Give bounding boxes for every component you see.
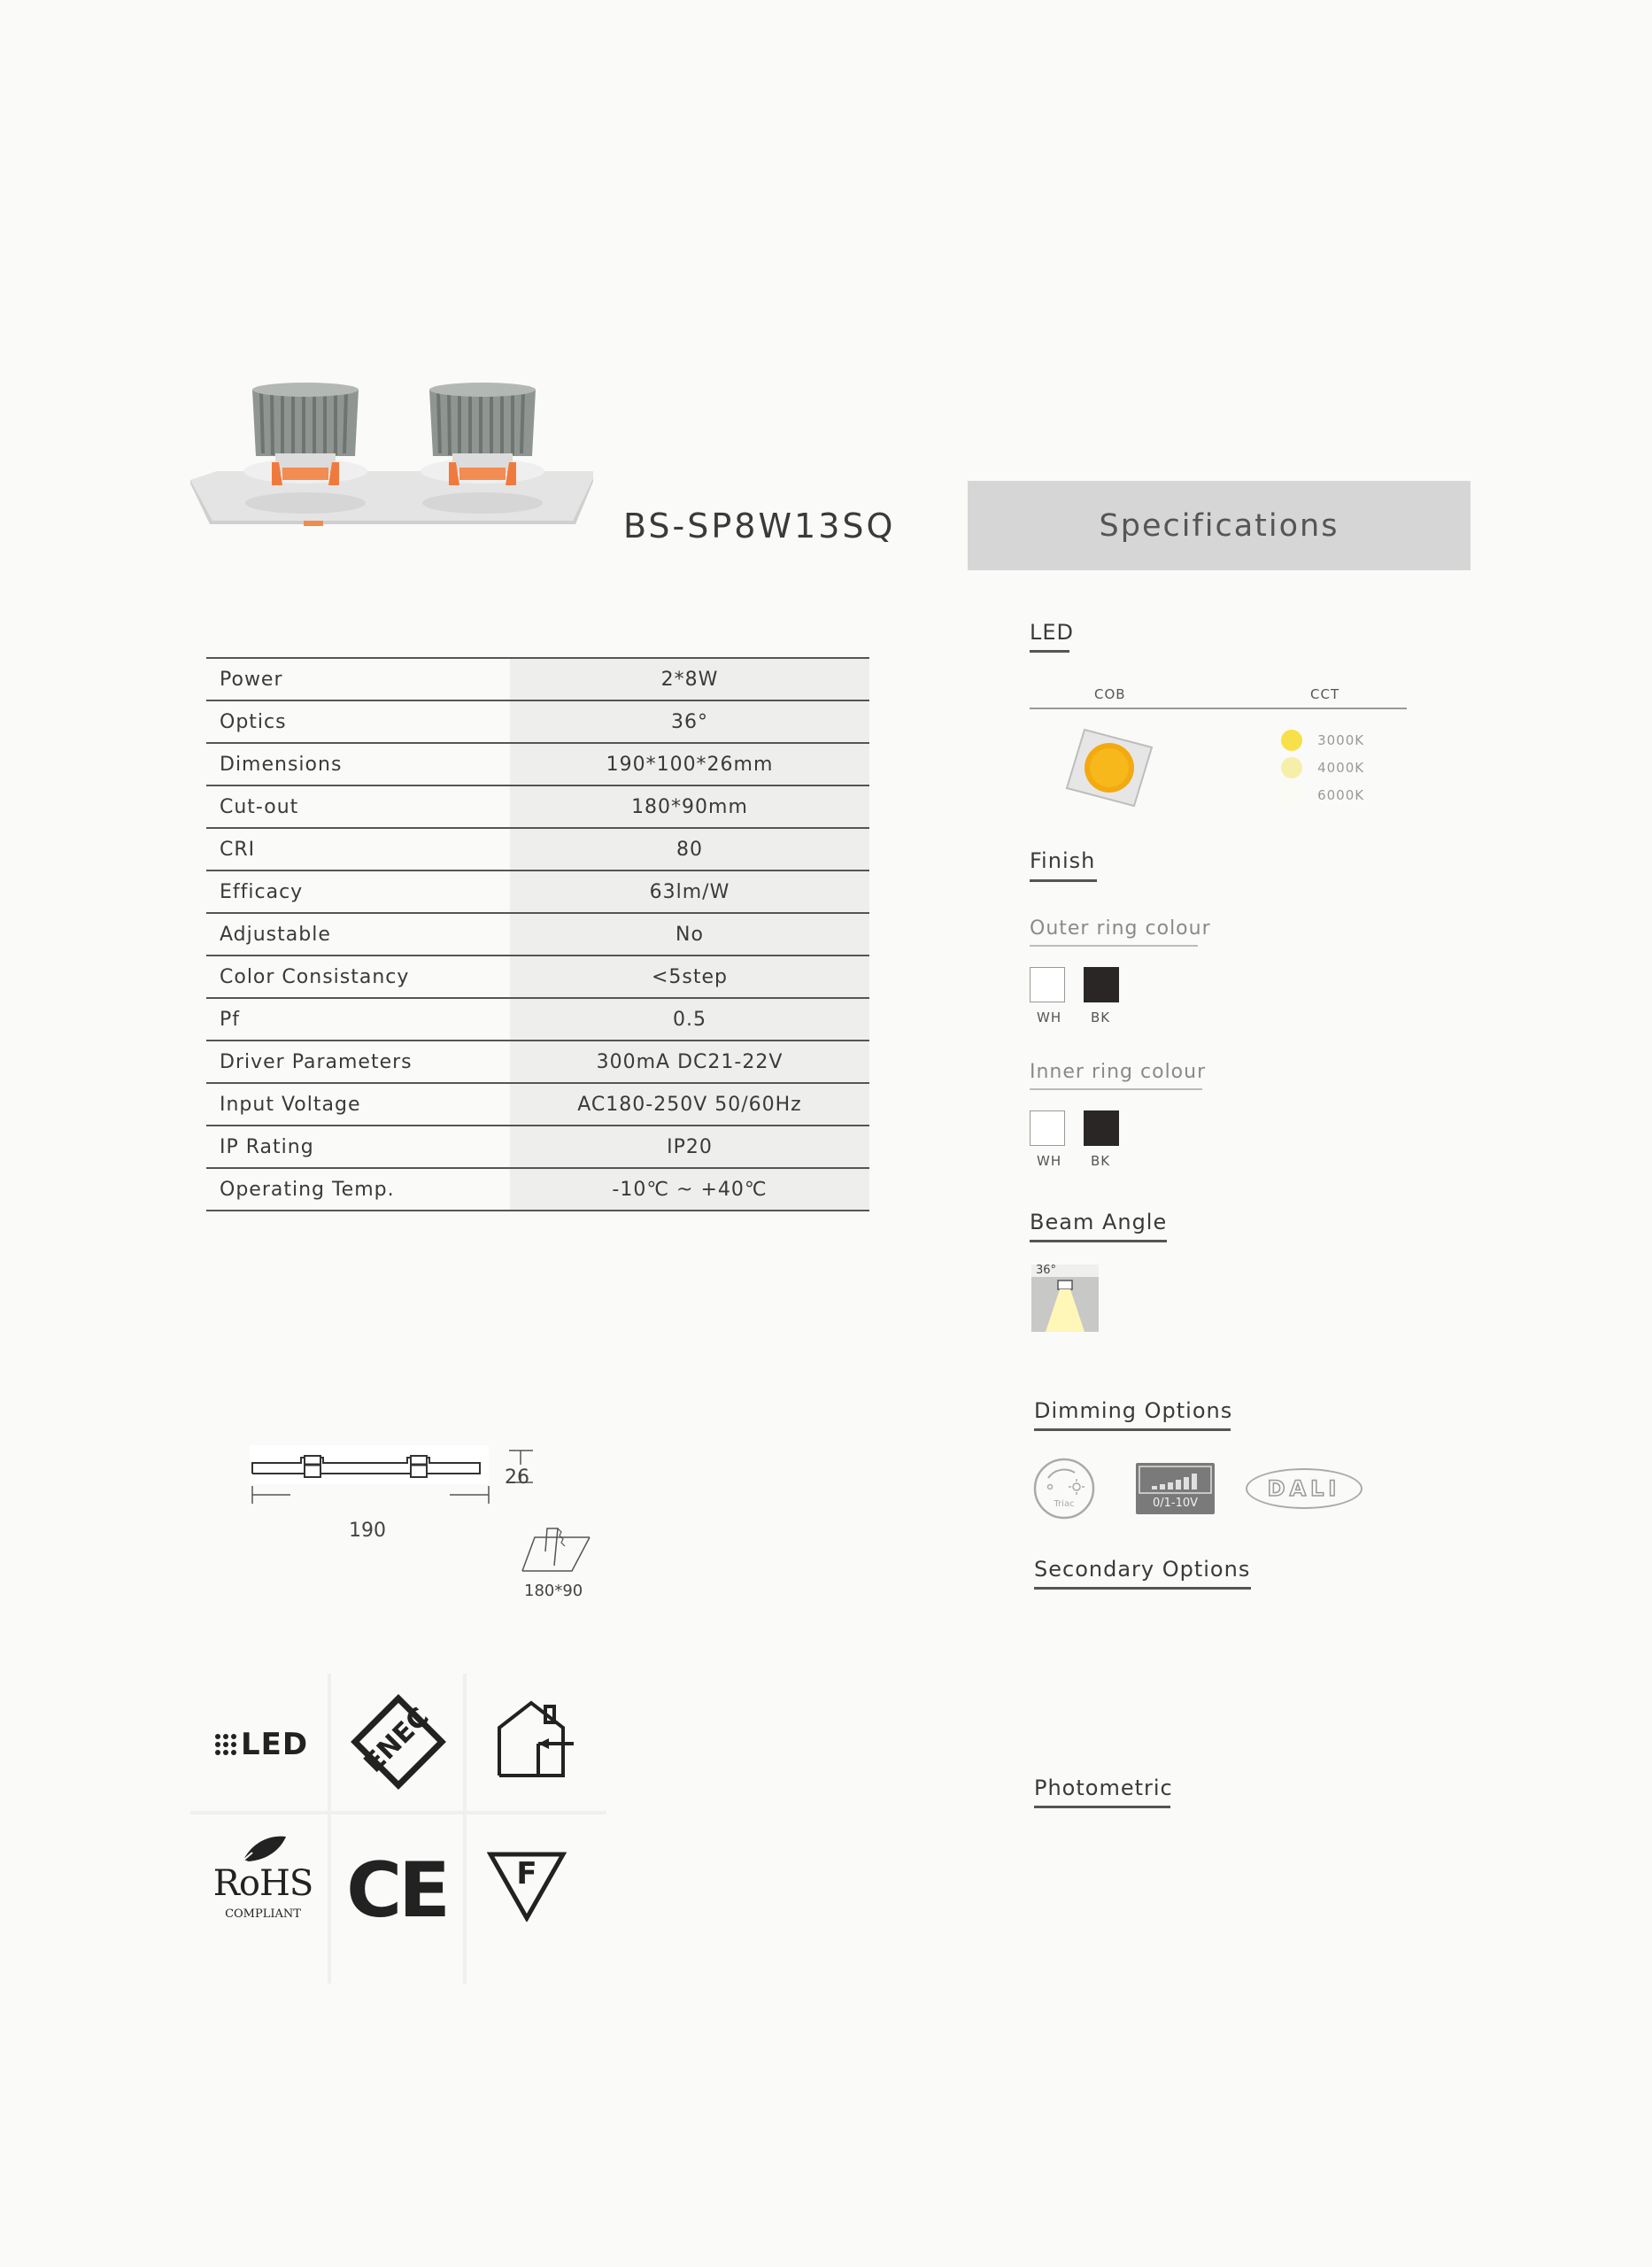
spec-row (206, 743, 869, 785)
spec-row (206, 913, 869, 956)
dimming-heading: Dimming Options (1034, 1398, 1233, 1423)
outer-ring-black-swatch[interactable] (1084, 967, 1119, 1002)
outer-wh-label: WH (1037, 1010, 1062, 1025)
enec-cert-icon (350, 1693, 447, 1791)
spec-value: No (510, 913, 869, 956)
finish-heading-underline (1030, 879, 1097, 882)
beam-angle-heading: Beam Angle (1030, 1210, 1168, 1234)
cct-6000k-swatch (1281, 785, 1302, 806)
cob-label: COB (1094, 686, 1126, 702)
spec-label: Adjustable (206, 913, 510, 956)
spec-value: -10℃ ~ +40℃ (510, 1168, 869, 1211)
cct-4000k-label: 4000K (1317, 760, 1365, 776)
led-cert-text: LED (240, 1727, 309, 1762)
spec-label: Optics (206, 700, 510, 743)
spec-label: Pf (206, 998, 510, 1041)
width-dimension-label: 190 (349, 1520, 386, 1542)
cct-option-4000k (1281, 757, 1364, 778)
spec-table (206, 657, 869, 1211)
cct-option-6000k (1281, 785, 1364, 806)
spec-row (206, 870, 869, 913)
beam-angle-underline (1030, 1240, 1167, 1242)
beam-angle-label: 36° (1036, 1264, 1057, 1277)
spec-label: Input Voltage (206, 1083, 510, 1126)
spec-value: 2*8W (510, 658, 869, 700)
spec-label: Efficacy (206, 870, 510, 913)
cct-4000k-swatch (1281, 757, 1302, 778)
cutout-icon (519, 1525, 593, 1576)
spec-row (206, 998, 869, 1041)
triac-dimming-icon (1032, 1457, 1096, 1520)
svg-text:ENEC: ENEC (358, 1701, 436, 1779)
spec-row (206, 1083, 869, 1126)
f-mark-text: F (516, 1856, 537, 1892)
inner-ring-black-swatch[interactable] (1084, 1110, 1119, 1146)
rohs-text: RoHS (212, 1863, 313, 1904)
cct-3000k-swatch (1281, 730, 1302, 751)
spec-value: AC180-250V 50/60Hz (510, 1083, 869, 1126)
ce-text: CE (346, 1846, 447, 1935)
spec-label: Dimensions (206, 743, 510, 785)
dali-label: DALI (1267, 1476, 1341, 1501)
spec-value: 63lm/W (510, 870, 869, 913)
spec-label: Color Consistancy (206, 956, 510, 998)
spec-label: Cut-out (206, 785, 510, 828)
photometric-heading: Photometric (1034, 1776, 1173, 1800)
model-title: BS-SP8W13SQ (623, 507, 896, 545)
cob-chip-icon (1065, 726, 1154, 808)
rohs-cert-icon (210, 1833, 316, 1939)
spec-value: <5step (510, 956, 869, 998)
cct-option-3000k (1281, 730, 1364, 751)
spec-label: Operating Temp. (206, 1168, 510, 1211)
dimension-drawing (248, 1443, 540, 1567)
outer-bk-label: BK (1091, 1010, 1111, 1025)
specifications-banner (968, 481, 1471, 570)
inner-ring-underline (1030, 1088, 1202, 1090)
spec-label: CRI (206, 828, 510, 870)
outer-ring-heading: Outer ring colour (1030, 917, 1211, 940)
finish-heading: Finish (1030, 848, 1096, 873)
spec-value: 190*100*26mm (510, 743, 869, 785)
spec-value: 80 (510, 828, 869, 870)
inner-ring-heading: Inner ring colour (1030, 1061, 1207, 1083)
led-heading: LED (1030, 620, 1075, 645)
dali-dimming-icon (1246, 1468, 1363, 1509)
rohs-compliant-text: COMPLIANT (225, 1907, 301, 1921)
led-cert-icon (199, 1687, 323, 1802)
led-table-divider (1030, 708, 1407, 709)
secondary-options-underline (1034, 1587, 1251, 1590)
spec-row (206, 785, 869, 828)
secondary-options-heading: Secondary Options (1034, 1557, 1251, 1582)
cct-6000k-label: 6000K (1317, 787, 1365, 803)
f-mark-cert-icon (487, 1851, 567, 1922)
cct-label: CCT (1310, 686, 1340, 702)
spec-label: Power (206, 658, 510, 700)
spec-value: IP20 (510, 1126, 869, 1168)
spec-row (206, 658, 869, 700)
triac-label: Triac (1054, 1499, 1075, 1509)
spec-row (206, 1041, 869, 1083)
product-image (190, 372, 598, 531)
spec-row (206, 1168, 869, 1211)
spec-row (206, 828, 869, 870)
spec-value: 36° (510, 700, 869, 743)
spec-value: 180*90mm (510, 785, 869, 828)
analog-dimming-icon (1136, 1463, 1215, 1514)
photometric-underline (1034, 1806, 1170, 1808)
spec-label: IP Rating (206, 1126, 510, 1168)
inner-ring-white-swatch[interactable] (1030, 1110, 1065, 1146)
height-dimension-label: 26 (505, 1466, 529, 1489)
spec-label: Driver Parameters (206, 1041, 510, 1083)
outer-ring-underline (1030, 945, 1198, 947)
led-heading-underline (1030, 650, 1069, 653)
spec-row (206, 1126, 869, 1168)
analog-dimming-label: 0/1-10V (1152, 1497, 1199, 1510)
cct-3000k-label: 3000K (1317, 732, 1365, 748)
spec-row (206, 700, 869, 743)
spec-value: 0.5 (510, 998, 869, 1041)
cutout-dimension-label: 180*90 (524, 1582, 583, 1600)
dimming-heading-underline (1034, 1428, 1231, 1431)
ce-cert-icon (335, 1833, 459, 1948)
specifications-banner-label: Specifications (1099, 507, 1339, 544)
spec-value: 300mA DC21-22V (510, 1041, 869, 1083)
spec-row (206, 956, 869, 998)
inner-wh-label: WH (1037, 1153, 1062, 1169)
indoor-use-icon (487, 1696, 575, 1784)
inner-bk-label: BK (1091, 1153, 1111, 1169)
certification-grid (190, 1674, 606, 1984)
outer-ring-white-swatch[interactable] (1030, 967, 1065, 1002)
